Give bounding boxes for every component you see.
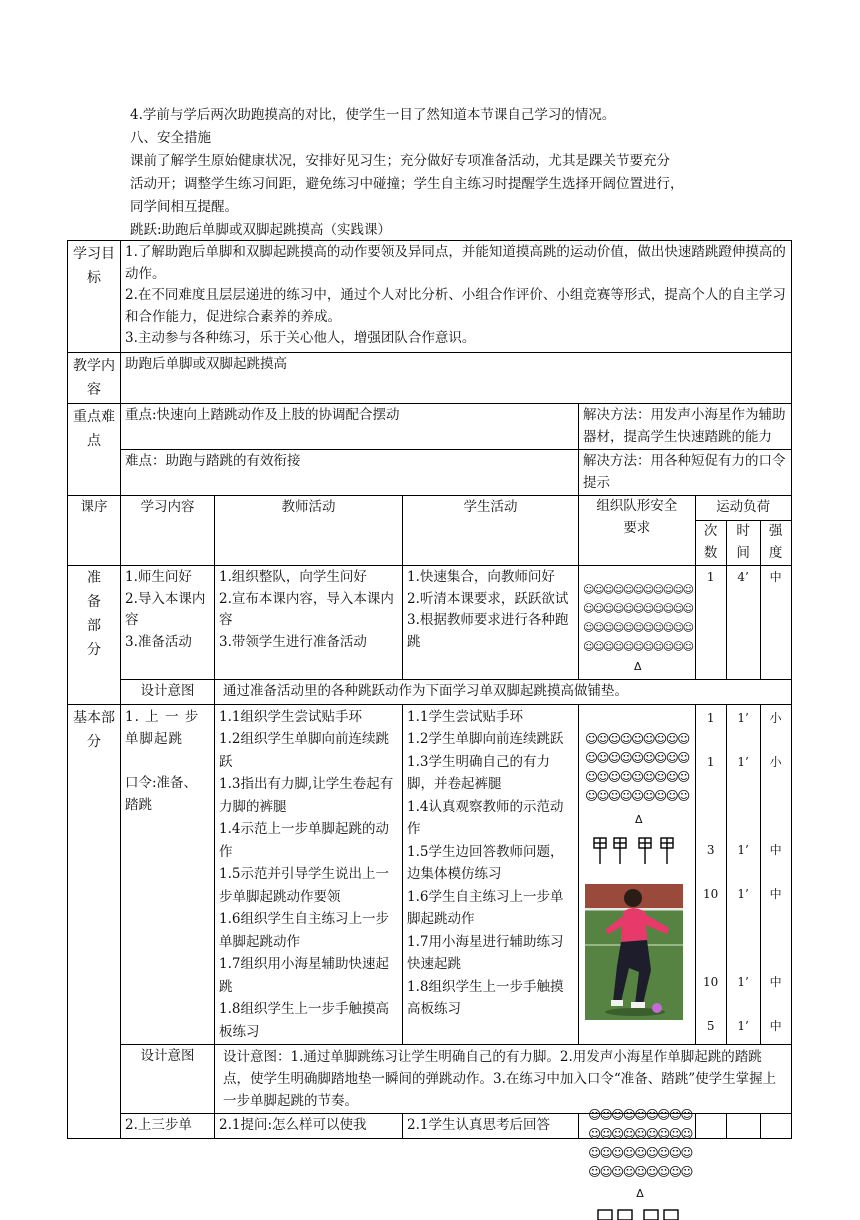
basic-student-item: 1.4认真观察教师的示范动作 (407, 798, 564, 837)
header-load: 运动负荷 (695, 496, 791, 521)
count-value: 1 (706, 754, 715, 769)
prep-intensity: 中 (760, 566, 791, 680)
time-value: 1’ (737, 974, 749, 989)
basic-intensities (760, 704, 791, 1045)
keypoints-label: 重点难点 (68, 404, 121, 496)
header-org: 组织队形安全要求 (579, 496, 696, 566)
overflow-formation (588, 1105, 692, 1220)
student-row: ☺☺☺☺☺☺☺☺☺☺☺ (583, 621, 693, 634)
prep-learn-item: 1.师生问好 (125, 569, 192, 585)
prep-student-item: 3.根据教师要求进行各种跑跳 (407, 612, 569, 650)
difficulty-method: 解决方法：用各种短促有力的口令提示 (579, 450, 792, 496)
count-value: 10 (703, 974, 719, 989)
content-text: 助跑后单脚或双脚起跳摸高 (121, 353, 792, 404)
time-value: 1’ (737, 886, 749, 901)
count-value: 5 (706, 1018, 715, 1033)
intensity-value: 中 (769, 886, 782, 901)
teacher-position-icon: Δ (634, 660, 642, 673)
basic-student-item: 1.3学生明确自己的有力脚，并卷起裤腿 (407, 753, 550, 792)
intensity-value: 小 (769, 754, 782, 769)
prep-design-label: 设计意图 (121, 680, 215, 705)
objective-1: 1.了解助跑后单脚和双脚起跳摸高的动作要领及异同点，并能知道摸高跳的运动价值，做出快速踏跳蹬伸摸高的动作。 (125, 244, 786, 282)
student-row: ☺☺☺☺☺☺☺☺☺ (585, 787, 689, 803)
basic-formation (579, 704, 696, 1045)
prep-student-item: 1.快速集合，向教师问好 (407, 569, 555, 585)
basic-teacher-next: 2.1提问:怎么样可以使我 (215, 1114, 403, 1139)
student-row: ☺☺☺☺☺☺☺☺☺ (588, 1126, 692, 1141)
time-value: 1’ (737, 1018, 749, 1033)
header-time: 时间 (726, 521, 760, 566)
time-value: 1’ (737, 710, 749, 725)
header-teacher: 教师活动 (215, 496, 403, 566)
objectives-label: 学习目标 (68, 241, 121, 353)
content-label: 教学内容 (68, 353, 121, 404)
teacher-position-icon: Δ (636, 1187, 644, 1200)
prep-learn-item: 2.导入本课内容 (125, 590, 206, 628)
basic-learn-item: 1. 上 一 步单脚起跳 (125, 708, 200, 747)
intensity-value: 中 (769, 1018, 782, 1033)
prep-learn (121, 566, 215, 680)
header-student: 学生活动 (403, 496, 579, 566)
header-intensity: 强度 (760, 521, 791, 566)
prep-teacher-item: 1.组织整队，向学生问好 (219, 569, 367, 585)
student-row: ☺☺☺☺☺☺☺☺☺ (588, 1145, 692, 1160)
basic-student-item: 1.6学生自主练习上一步单脚起跳动作 (407, 888, 564, 927)
basic-student-item: 1.8组织学生上一步手触摸高板练习 (407, 978, 564, 1017)
basic-student-item: 1.5学生边回答教师问题，边集体模仿练习 (407, 843, 564, 882)
intro-line: 课前了解学生原始健康状况，安排好见习生；充分做好专项准备活动，尤其是踝关节要充分 (130, 153, 670, 169)
basic-intensity-next (760, 1114, 791, 1139)
basic-count-next (695, 1114, 726, 1139)
basic-teacher (215, 704, 403, 1045)
intro-line: 4.学前与学后两次助跑摸高的对比，使学生一目了然知道本节课自己学习的情况。 (130, 107, 616, 123)
basic-command: 口令:准备、踏跳 (125, 774, 198, 813)
lesson-plan-table (67, 240, 792, 1139)
basic-student (403, 704, 579, 1045)
lesson-title: 跳跃:助跑后单脚或双脚起跳摸高（实践课） (130, 222, 392, 238)
basic-teacher-item: 1.5示范并引导学生说出上一步单脚起跳动作要领 (219, 866, 389, 905)
basic-counts (695, 704, 726, 1045)
basic-teacher-item: 1.6组织学生自主练习上一步单脚起跳动作 (219, 911, 389, 950)
objective-2: 2.在不同难度且层层递进的练习中，通过个人对比分析、小组合作评价、小组竞赛等形式，提高个人的自主学习和合作能力，促进综合素养的养成。 (125, 287, 786, 325)
basic-student-item: 1.2学生单脚向前连续跳跃 (407, 731, 564, 747)
prep-teacher-item: 3.带领学生进行准备活动 (219, 633, 367, 650)
prep-student-item: 2.听清本课要求，跃跃欲试 (407, 590, 569, 607)
student-jumping-photo (585, 884, 683, 1020)
student-row: ☺☺☺☺☺☺☺☺☺☺☺ (583, 602, 693, 615)
prep-label: 准备部分 (68, 566, 121, 705)
student-row: ☺☺☺☺☺☺☺☺☺ (588, 1107, 692, 1122)
prep-teacher-item: 2.宣布本课内容，导入本课内容 (219, 590, 394, 628)
count-value: 1 (706, 710, 715, 725)
student-row: ☺☺☺☺☺☺☺☺☺ (588, 1164, 692, 1179)
basic-design: 设计意图：1.通过单脚跳练习让学生明确自己的有力脚。2.用发声小海星作单脚起跳的踏跳点，使学生明确脚踏地垫一瞬间的弹跳动作。3.在练习中加入口令“准备、踏跳”使学生掌握上一步单脚起跳的节奏。 (215, 1045, 792, 1114)
basic-learn-next: 2.上三步单 (121, 1114, 215, 1139)
prep-formation (579, 566, 696, 680)
intro-line: 活动开；调整学生练习间距，避免练习中碰撞；学生自主练习时提醒学生选择开阔位置进行， (130, 176, 684, 192)
basic-teacher-item: 1.1组织学生尝试贴手环 (219, 708, 362, 725)
count-value: 3 (706, 842, 715, 857)
basic-times (726, 704, 760, 1045)
section-heading: 八、安全措施 (130, 130, 211, 146)
jump-board-icons (585, 834, 681, 878)
intensity-value: 中 (769, 974, 782, 989)
basic-student-item: 1.1学生尝试贴手环 (407, 708, 523, 725)
basic-teacher-item: 1.2组织学生单脚向前连续跳跃 (219, 731, 389, 770)
basic-teacher-item: 1.7组织用小海星辅助快速起跳 (219, 956, 389, 995)
student-row: ☺☺☺☺☺☺☺☺☺ (585, 749, 689, 765)
prep-design: 通过准备活动里的各种跳跃动作为下面学习单双脚起跳摸高做铺垫。 (215, 680, 792, 705)
intensity-value: 中 (769, 842, 782, 857)
prep-learn-item: 3.准备活动 (125, 633, 192, 650)
difficulty: 难点：助跑与踏跳的有效衔接 (121, 450, 579, 496)
objective-3: 3.主动参与各种练习，乐于关心他人，增强团队合作意识。 (125, 330, 476, 346)
header-count: 次数 (695, 521, 726, 566)
basic-teacher-item: 1.3指出有力脚,让学生卷起有力脚的裤腿 (219, 776, 394, 815)
objectives-cell (121, 241, 792, 353)
basic-design-label: 设计意图 (121, 1045, 215, 1114)
key-method: 解决方法：用发声小海星作为辅助器材，提高学生快速踏跳的能力 (579, 404, 792, 450)
student-row: ☺☺☺☺☺☺☺☺☺☺☺ (583, 640, 693, 653)
intensity-value: 小 (769, 710, 782, 725)
basic-student-item: 1.7用小海星进行辅助练习快速起跳 (407, 933, 564, 972)
prep-count: 1 (695, 566, 726, 680)
basic-label: 基本部分 (68, 704, 121, 1138)
student-row: ☺☺☺☺☺☺☺☺☺☺☺ (583, 583, 693, 596)
time-value: 1’ (737, 754, 749, 769)
prep-student (403, 566, 579, 680)
prep-teacher (215, 566, 403, 680)
header-learn: 学习内容 (121, 496, 215, 566)
intro-text (130, 104, 810, 242)
jump-board-icons (592, 1204, 688, 1220)
key-point: 重点:快速向上踏跳动作及上肢的协调配合摆动 (121, 404, 579, 450)
prep-time: 4’ (726, 566, 760, 680)
header-order: 课序 (68, 496, 121, 566)
basic-student-next: 2.1学生认真思考后回答 (403, 1114, 579, 1139)
teacher-position-icon: Δ (635, 812, 643, 826)
count-value: 10 (703, 886, 719, 901)
basic-time-next (726, 1114, 760, 1139)
student-row: ☺☺☺☺☺☺☺☺☺ (585, 730, 689, 746)
time-value: 1’ (737, 842, 749, 857)
basic-teacher-item: 1.4示范上一步单脚起跳的动作 (219, 821, 389, 860)
student-row: ☺☺☺☺☺☺☺☺☺ (585, 768, 689, 784)
intro-line: 同学间相互提醒。 (130, 199, 238, 215)
basic-teacher-item: 1.8组织学生上一步手触摸高板练习 (219, 1001, 389, 1040)
basic-learn (121, 704, 215, 1045)
